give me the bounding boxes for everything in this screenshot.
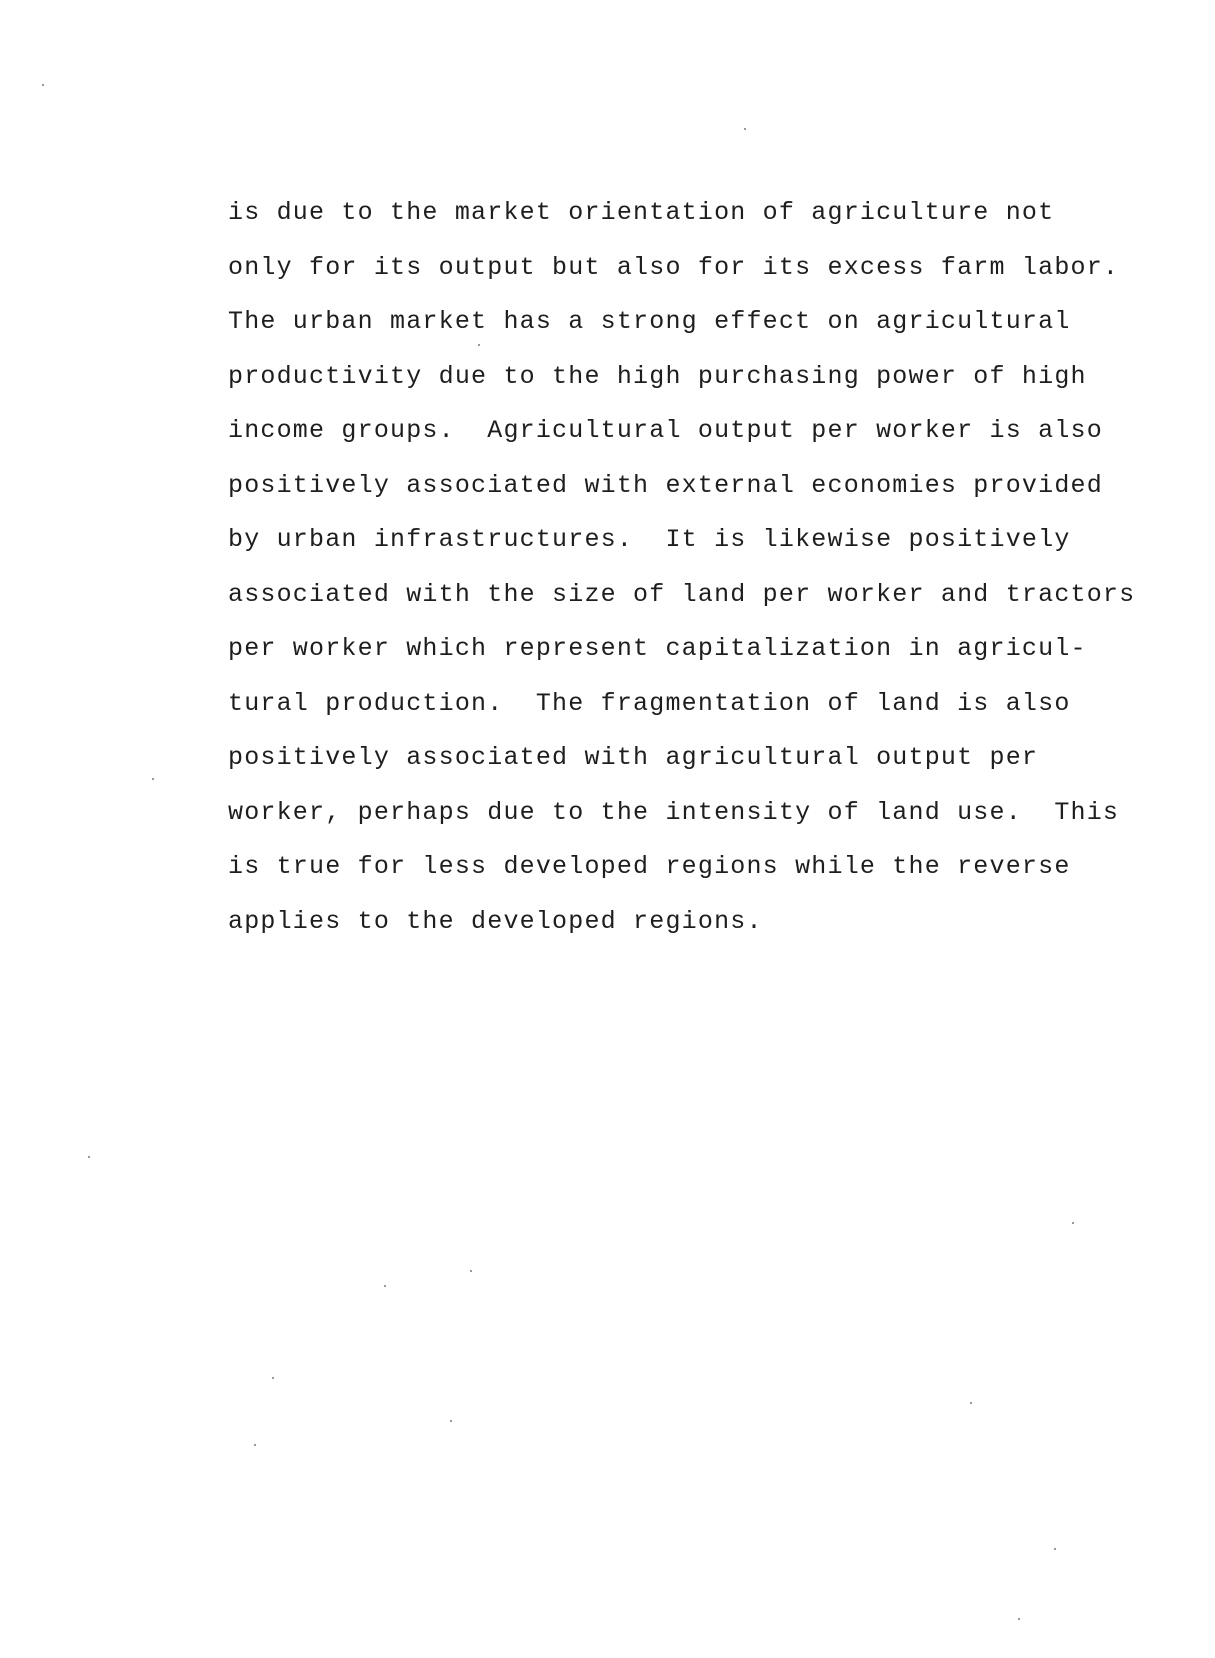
scan-speck — [254, 1444, 256, 1446]
text-line: worker, perhaps due to the intensity of land use. This — [228, 797, 1120, 827]
scan-speck — [1054, 1548, 1056, 1550]
scan-speck — [1072, 1222, 1074, 1224]
scan-speck — [88, 1156, 90, 1158]
scan-speck — [470, 1270, 472, 1272]
text-line: per worker which represent capitalization in agricul- — [228, 634, 1087, 663]
text-line: is true for less developed regions while the reverse — [228, 852, 1071, 881]
text-line: only for its output but also for its excess farm labor. — [228, 252, 1120, 282]
scan-speck — [478, 344, 480, 346]
text-line: positively associated with agricultural output per — [228, 743, 1039, 772]
scan-speck — [450, 1420, 452, 1422]
text-line: The urban market has a strong effect on agricultural — [228, 307, 1071, 336]
text-line: productivity due to the high purchasing power of high — [228, 361, 1087, 391]
scan-speck — [152, 778, 154, 780]
scan-speck — [272, 1377, 274, 1379]
text-line: income groups. Agricultural output per worker is also — [228, 416, 1103, 445]
scan-speck — [1018, 1618, 1020, 1620]
scan-speck — [42, 84, 44, 86]
text-line: applies to the developed regions. — [228, 906, 763, 936]
text-line: associated with the size of land per worker and tractors — [228, 579, 1136, 609]
text-line: is due to the market orientation of agriculture not — [228, 198, 1055, 227]
scan-speck — [970, 1402, 972, 1404]
text-line: by urban infrastructures. It is likewise positively — [228, 525, 1071, 554]
text-line: positively associated with external economies provided — [228, 470, 1103, 500]
text-line: tural production. The fragmentation of land is also — [228, 688, 1071, 718]
scan-speck — [744, 128, 746, 130]
scan-speck — [384, 1285, 386, 1287]
body-text — [228, 186, 1168, 949]
